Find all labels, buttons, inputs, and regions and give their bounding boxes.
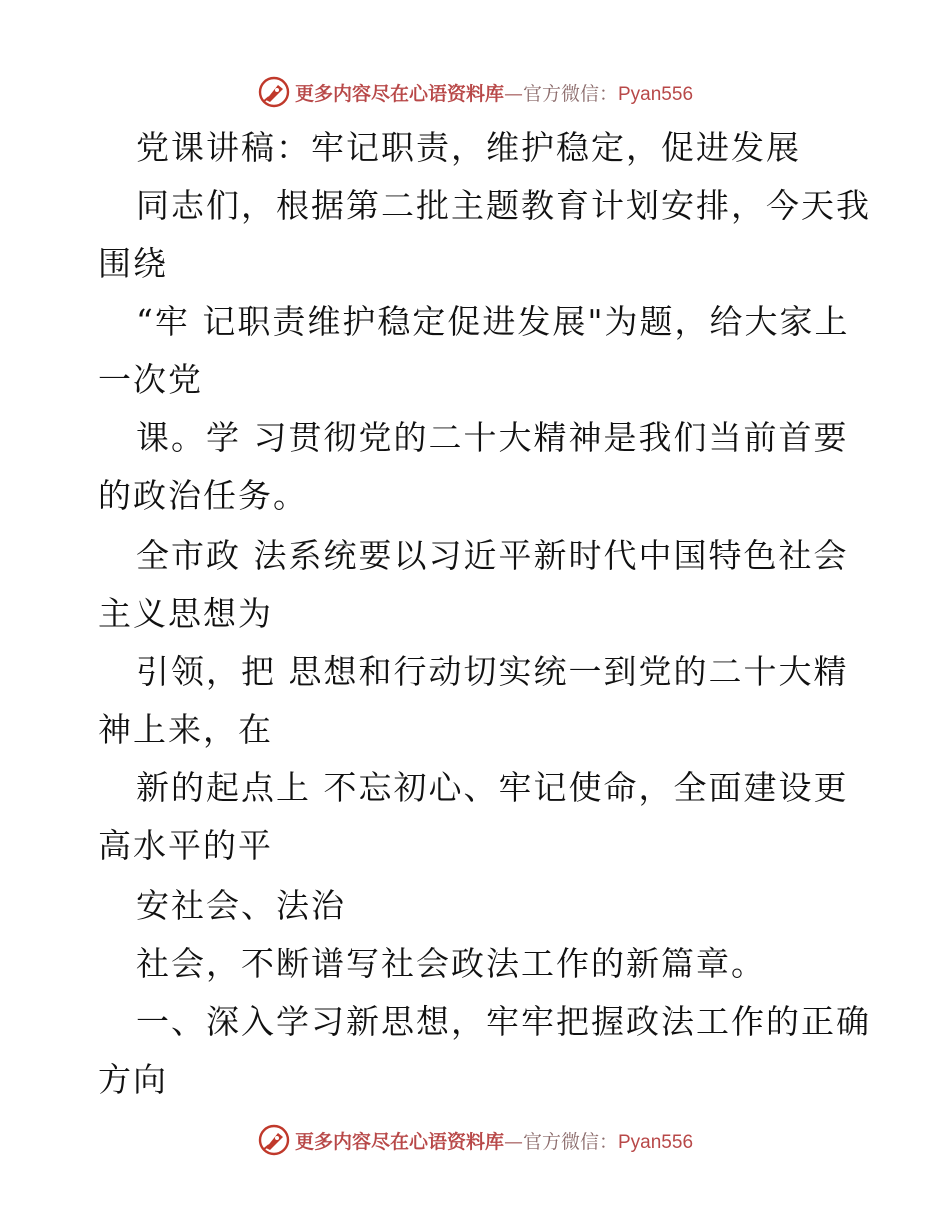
banner-official-label: 官方微信： — [522, 1130, 618, 1153]
paragraph-line: 围绕 — [98, 244, 168, 283]
paragraph-line: 课。学 习贯彻党的二十大精神是我们当前首要 — [136, 418, 849, 457]
paragraph-line: “牢 记职责维护稳定促进发展"为题，给大家上 — [136, 302, 850, 341]
paragraph-line: 方向 — [98, 1060, 168, 1099]
paragraph-line: 引领，把 思想和行动切实统一到党的二十大精 — [136, 652, 849, 691]
paragraph-line: 社会，不断谱写社会政法工作的新篇章。 — [136, 944, 766, 983]
banner-wechat-id: Pyan556 — [618, 83, 694, 105]
paragraph-line: 一次党 — [98, 360, 203, 399]
banner-title: 更多内容尽在心语资料库 — [294, 1130, 504, 1153]
paragraph-line: 安社会、法治 — [136, 886, 346, 925]
paragraph-line: 主义思想为 — [98, 594, 273, 633]
footer-watermark-banner — [0, 1120, 950, 1160]
section-heading: 一、深入学习新思想，牢牢把握政法工作的正确 — [136, 1002, 871, 1041]
paragraph-line: 新的起点上 不忘初心、牢记使命，全面建设更 — [136, 768, 849, 807]
paragraph-line: 神上来，在 — [98, 710, 273, 749]
banner-title: 更多内容尽在心语资料库 — [294, 82, 504, 105]
banner-official-label: 官方微信： — [522, 82, 618, 105]
paragraph-line: 高水平的平 — [98, 826, 273, 865]
pen-nib-logo-icon — [257, 1123, 291, 1157]
document-title: 党课讲稿：牢记职责，维护稳定，促进发展 — [136, 128, 801, 167]
paragraph-line: 的政治任务。 — [98, 476, 308, 515]
paragraph-line: 全市政 法系统要以习近平新时代中国特色社会 — [136, 536, 849, 575]
banner-wechat-id: Pyan556 — [618, 1131, 694, 1153]
banner-dash: — — [503, 1130, 523, 1153]
pen-nib-logo-icon — [257, 75, 291, 109]
banner-dash: — — [503, 82, 523, 105]
paragraph-line: 同志们，根据第二批主题教育计划安排，今天我 — [136, 186, 871, 225]
header-watermark-banner — [0, 72, 950, 112]
